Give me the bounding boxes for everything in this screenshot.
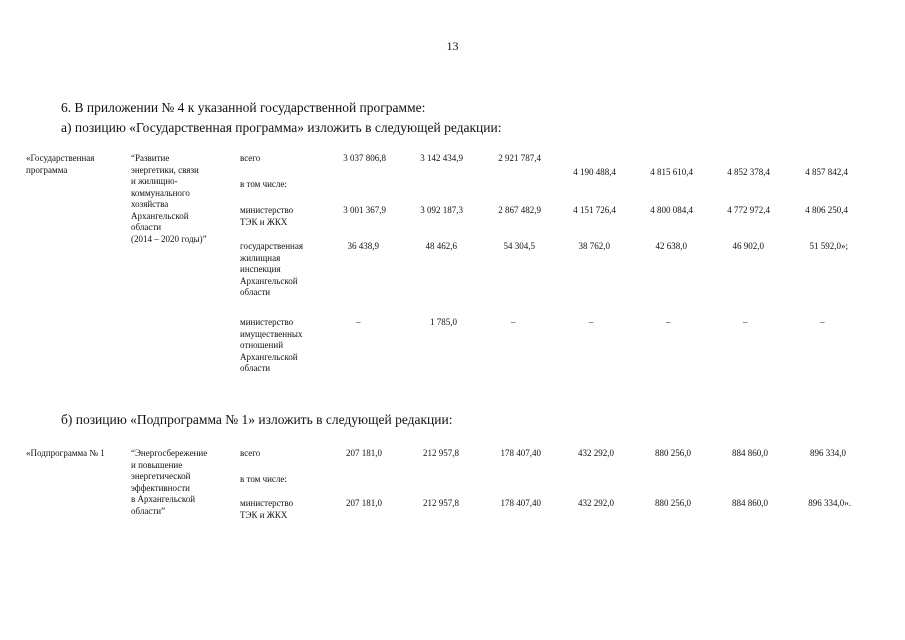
table2-row2-v4: 880 256,0 [655, 498, 691, 508]
table1-row2-v0: 3 001 367,9 [343, 205, 386, 215]
table1-row3-label: государственная жилищная инспекция Архангельской области [240, 241, 303, 297]
table1-row0-v5: 4 852 378,4 [727, 167, 770, 177]
table1-row0-v6: 4 857 842,4 [805, 167, 848, 177]
table1-row4-v5: – [743, 317, 748, 327]
table1-row0-v2: 2 921 787,4 [498, 153, 541, 163]
table1-row3-v5: 46 902,0 [732, 241, 764, 251]
table2-row2-v1: 212 957,8 [423, 498, 459, 508]
paragraph-a: а) позицию «Государственная программа» изложить в следующей редакции: [61, 120, 502, 135]
paragraph-6: 6. В приложении № 4 к указанной государственной программе: [61, 100, 426, 115]
table1-position-cell: «Государственная программа [26, 153, 95, 175]
table2-row0-v4: 880 256,0 [655, 448, 691, 458]
table1-row3-v2: 54 304,5 [503, 241, 535, 251]
table1-row2-v3: 4 151 726,4 [573, 205, 616, 215]
table1-row4-v1: 1 785,0 [430, 317, 457, 327]
table2-name-cell: “Энергосбережение и повышение энергетической эффективности в Архангельской области” [131, 448, 208, 516]
table1-row2-v5: 4 772 972,4 [727, 205, 770, 215]
table1-row4-label: министерство имущественных отношений Архангельской области [240, 317, 303, 373]
table2-row0-v1: 212 957,8 [423, 448, 459, 458]
table1-row2-v6: 4 806 250,4 [805, 205, 848, 215]
table1-row1-label: в том числе: [240, 179, 287, 189]
table2-row0-v6: 896 334,0 [810, 448, 846, 458]
table2-row0-v0: 207 181,0 [346, 448, 382, 458]
table2-row2-v2: 178 407,40 [500, 498, 541, 508]
table2-row0-v5: 884 860,0 [732, 448, 768, 458]
table1-row4-v2: – [511, 317, 516, 327]
table1-row4-v0: – [356, 317, 361, 327]
table1-row2-v1: 3 092 187,3 [420, 205, 463, 215]
page-number: 13 [446, 39, 459, 53]
table2-row2-v5: 884 860,0 [732, 498, 768, 508]
table1-row3-v6: 51 592,0»; [809, 241, 848, 251]
table2-row0-v2: 178 407,40 [500, 448, 541, 458]
table1-row2-label: министерство ТЭК и ЖКХ [240, 205, 294, 227]
table1-row0-v0: 3 037 806,8 [343, 153, 386, 163]
table1-row3-v3: 38 762,0 [578, 241, 610, 251]
table2-position-cell: «Подпрограмма № 1 [26, 448, 105, 458]
table1-row0-v1: 3 142 434,9 [420, 153, 463, 163]
table2-row2-v3: 432 292,0 [578, 498, 614, 508]
table1-row3-v0: 36 438,9 [347, 241, 379, 251]
table1-row0-v3: 4 190 488,4 [573, 167, 616, 177]
table1-name-cell: “Развитие энергетики, связи и жилищно- коммунального хозяйства Архангельской области (2014 – 2020 годы)” [131, 153, 207, 244]
table1-row0-label: всего [240, 153, 261, 163]
table2-row2-label: министерство ТЭК и ЖКХ [240, 498, 294, 520]
table1-row3-v4: 42 638,0 [655, 241, 687, 251]
table2-row1-label: в том числе: [240, 474, 287, 484]
table1-row4-v4: – [666, 317, 671, 327]
table1-row4-v6: – [820, 317, 825, 327]
table1-row2-v4: 4 800 084,4 [650, 205, 693, 215]
table2-row2-v6: 896 334,0». [808, 498, 851, 508]
table1-row4-v3: – [589, 317, 594, 327]
table2-row2-v0: 207 181,0 [346, 498, 382, 508]
table2-row0-v3: 432 292,0 [578, 448, 614, 458]
paragraph-b: б) позицию «Подпрограмма № 1» изложить в следующей редакции: [61, 412, 453, 427]
table1-row0-v4: 4 815 610,4 [650, 167, 693, 177]
table1-row3-v1: 48 462,6 [425, 241, 457, 251]
table1-row2-v2: 2 867 482,9 [498, 205, 541, 215]
table2-row0-label: всего [240, 448, 261, 458]
